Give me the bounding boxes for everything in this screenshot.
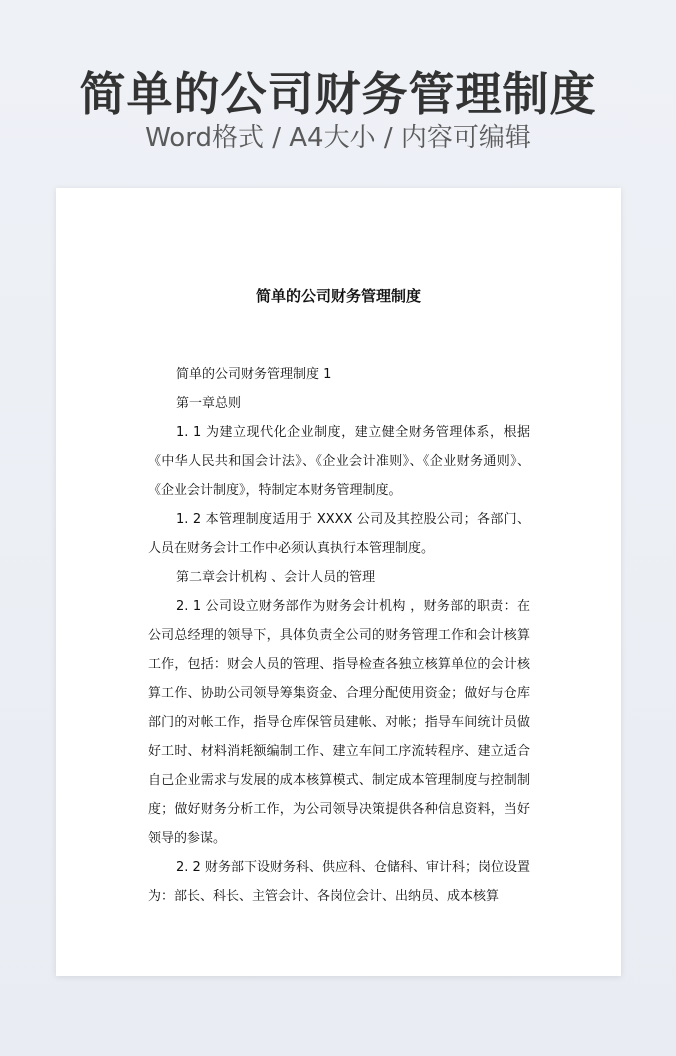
- paragraph-2-1: 2. 1 公司设立财务部作为财务会计机构 ，财务部的职责：在公司总经理的领导下，具体负责全公司的财务管理工作和会计核算工作，包括：财会人员的管理、指导检查各独立核算单位的会计核算工作、协助公司领导筹集资金、合理分配使用资金；做好与仓库部门的对帐工作，指导仓库保管员建帐、对帐；指导车间统计员做好工时、材料消耗额编制工作、建立车间工序流转程序、建立适合自己企业需求与发展的成本核算模式、制定成本管理制度与控制制度；做好财务分析工作，为公司领导决策提供各种信息资料，当好领导的参谋。: [148, 599, 530, 846]
- banner-subtitle: Word格式 / A4大小 / 内容可编辑: [145, 123, 531, 153]
- banner-title: 简单的公司财务管理制度: [79, 67, 597, 121]
- paragraph-1-1: 1. 1 为建立现代化企业制度，建立健全财务管理体系，根据《中华人民共和国会计法》、《企业会计准则》、《企业财务通则》、《企业会计制度》，特制定本财务管理制度。: [148, 425, 530, 498]
- document-page: [56, 188, 621, 976]
- paragraph-2-2: 2. 2 财务部下设财务科、供应科、仓储科、审计科；岗位设置为：部长、科长、主管会计、各岗位会计、出纳员、成本核算: [148, 860, 530, 904]
- paragraph-1-2: 1. 2 本管理制度适用于 XXXX 公司及其控股公司；各部门、人员在财务会计工作中必须认真执行本管理制度。: [148, 512, 530, 556]
- document-title: 简单的公司财务管理制度: [255, 287, 421, 305]
- paragraph-chapter-2-heading: 第二章会计机构 、会计人员的管理: [176, 570, 376, 585]
- paragraph-chapter-1-heading: 第一章总则: [176, 396, 242, 411]
- document-body: [148, 360, 530, 911]
- paragraph-doc-subtitle: 简单的公司财务管理制度 1: [176, 367, 332, 382]
